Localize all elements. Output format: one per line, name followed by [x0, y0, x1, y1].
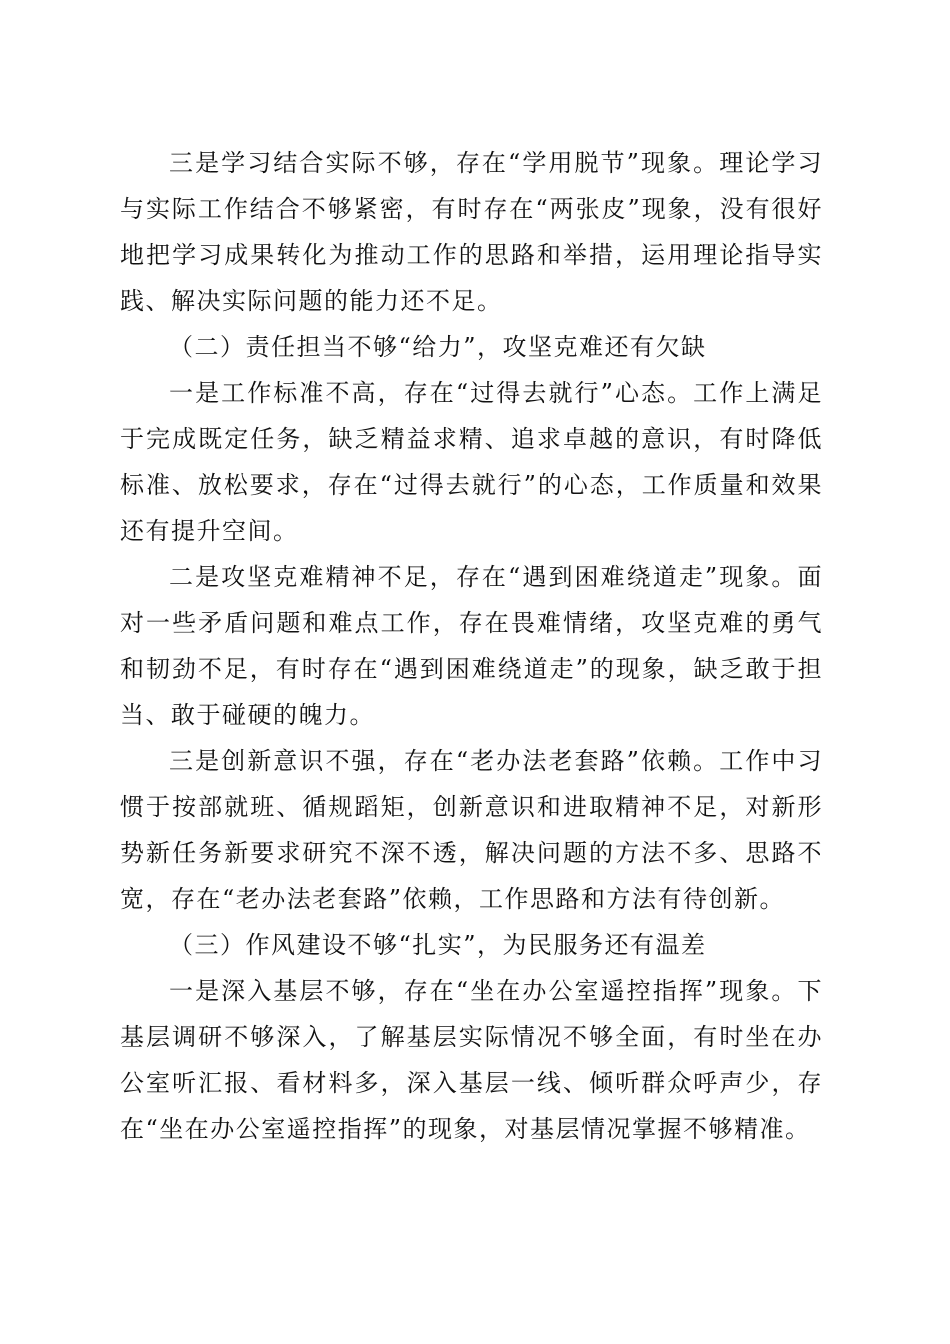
section-heading-work-style: （三）作风建设不够“扎实”，为民服务还有温差 [169, 931, 707, 959]
paragraph-work-standard: 一是工作标准不高，存在“过得去就行”心态。工作上满足于完成既定任务，缺乏精益求精、追求卓越的意识，有时降低标准、放松要求，存在“过得去就行”的心态，工作质量和效果还有提升空间。 [120, 379, 823, 545]
section-heading-responsibility: （二）责任担当不够“给力”，攻坚克难还有欠缺 [169, 333, 707, 361]
paragraph-innovation: 三是创新意识不强，存在“老办法老套路”依赖。工作中习惯于按部就班、循规蹈矩，创新意识和进取精神不足，对新形势新任务新要求研究不深不透，解决问题的方法不多、思路不宽，存在“老办法老套路”依赖，工作思路和方法有待创新。 [120, 747, 823, 913]
paragraph-study-practice: 三是学习结合实际不够，存在“学用脱节”现象。理论学习与实际工作结合不够紧密，有时存在“两张皮”现象，没有很好地把学习成果转化为推动工作的思路和举措，运用理论指导实践、解决实际问题的能力还不足。 [120, 149, 823, 315]
paragraph-grassroots: 一是深入基层不够，存在“坐在办公室遥控指挥”现象。下基层调研不够深入，了解基层实际情况不够全面，有时坐在办公室听汇报、看材料多，深入基层一线、倾听群众呼声少，存在“坐在办公室遥控指挥”的现象，对基层情况掌握不够精准。 [120, 977, 823, 1143]
paragraph-overcome-difficulty: 二是攻坚克难精神不足，存在“遇到困难绕道走”现象。面对一些矛盾问题和难点工作，存在畏难情绪，攻坚克难的勇气和韧劲不足，有时存在“遇到困难绕道走”的现象，缺乏敢于担当、敢于碰硬的魄力。 [120, 563, 823, 729]
document-page [120, 140, 823, 1152]
